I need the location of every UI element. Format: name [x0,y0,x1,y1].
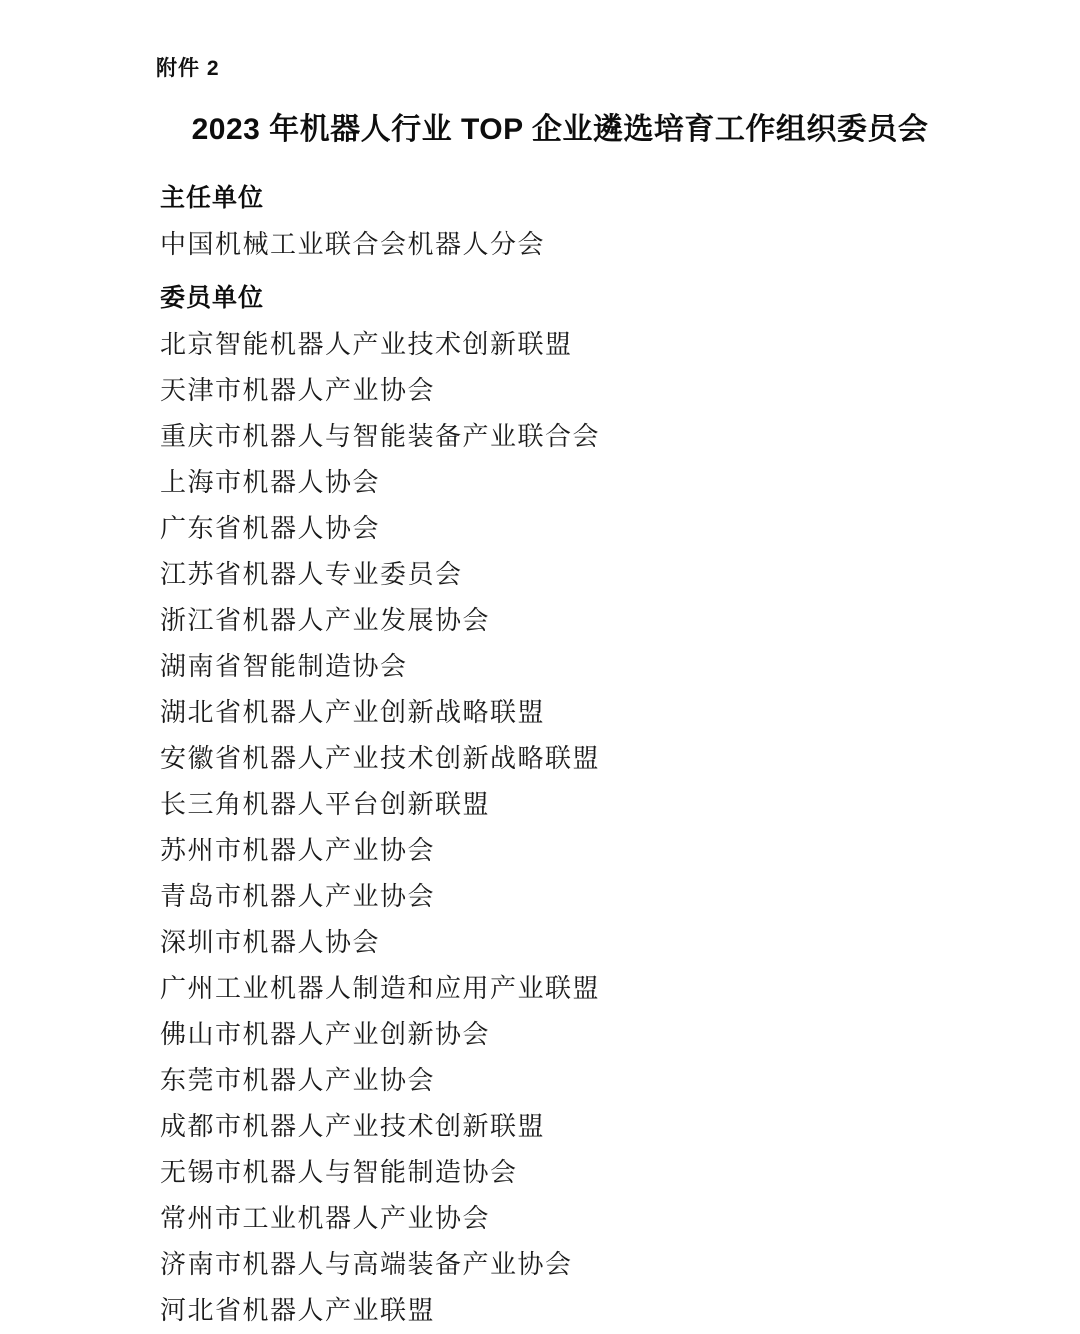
section-member-units [156,278,990,1334]
list-item: 东莞市机器人产业协会 [160,1066,436,1095]
page-title: 2023 年机器人行业 TOP 企业遴选培育工作组织委员会 [191,113,929,146]
chair-unit-list [156,222,990,268]
list-item: 成都市机器人产业技术创新联盟 [160,1112,546,1141]
member-unit-list [156,322,990,1334]
list-item: 青岛市机器人产业协会 [160,882,436,911]
list-item: 常州市工业机器人产业协会 [160,1204,491,1233]
list-item: 湖北省机器人产业创新战略联盟 [160,698,546,727]
list-item: 北京智能机器人产业技术创新联盟 [160,330,573,359]
list-item: 广东省机器人协会 [160,514,381,543]
attachment-label: 附件 2 [156,57,220,80]
list-item: 长三角机器人平台创新联盟 [160,790,491,819]
list-item: 河北省机器人产业联盟 [160,1296,436,1325]
section-heading-chair: 主任单位 [160,184,265,212]
list-item: 佛山市机器人产业创新协会 [160,1020,491,1049]
list-item: 深圳市机器人协会 [160,928,381,957]
list-item: 浙江省机器人产业发展协会 [160,606,491,635]
section-heading-members: 委员单位 [160,284,265,312]
list-item: 上海市机器人协会 [160,468,381,497]
section-chair-unit [156,178,990,268]
section-divider [156,268,990,272]
list-item: 济南市机器人与高端装备产业协会 [160,1250,573,1279]
list-item: 无锡市机器人与智能制造协会 [160,1158,518,1187]
list-item: 江苏省机器人专业委员会 [160,560,463,589]
list-item: 中国机械工业联合会机器人分会 [160,230,546,259]
list-item: 重庆市机器人与智能装备产业联合会 [160,422,601,451]
list-item: 湖南省智能制造协会 [160,652,408,681]
list-item: 广州工业机器人制造和应用产业联盟 [160,974,601,1003]
list-item: 安徽省机器人产业技术创新战略联盟 [160,744,601,773]
list-item: 苏州市机器人产业协会 [160,836,436,865]
list-item: 天津市机器人产业协会 [160,376,436,405]
